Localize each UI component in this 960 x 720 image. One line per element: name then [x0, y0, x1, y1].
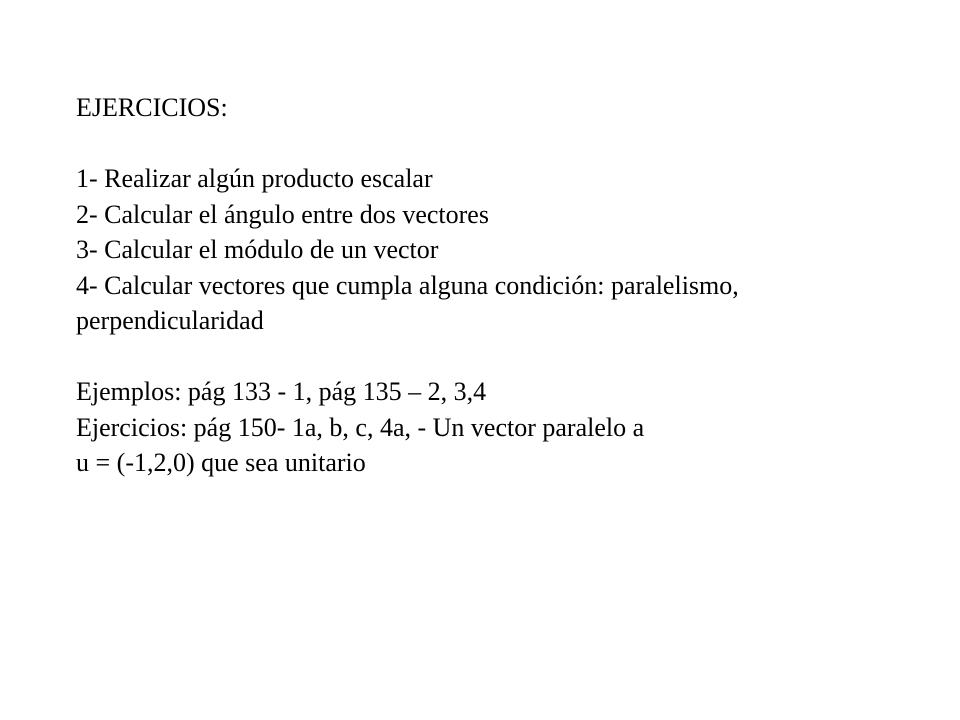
item-4: 4- Calcular vectores que cumpla alguna condición: paralelismo, perpendicularidad: [76, 270, 739, 335]
spacer: [76, 339, 916, 375]
item-1: 1- Realizar algún producto escalar: [76, 164, 433, 193]
spacer: [76, 126, 916, 162]
exercises-line-2: u = (-1,2,0) que sea unitario: [76, 448, 366, 477]
item-3: 3- Calcular el módulo de un vector: [76, 235, 439, 264]
item-2: 2- Calcular el ángulo entre dos vectores: [76, 199, 489, 229]
exercise-text-block: [76, 90, 916, 481]
exercises-line-1: Ejercicios: pág 150- 1a, b, c, 4a, - Un vector paralelo a: [76, 412, 645, 442]
heading: EJERCICIOS:: [76, 93, 228, 122]
examples-line: Ejemplos: pág 133 - 1, pág 135 – 2, 3,4: [76, 377, 487, 406]
